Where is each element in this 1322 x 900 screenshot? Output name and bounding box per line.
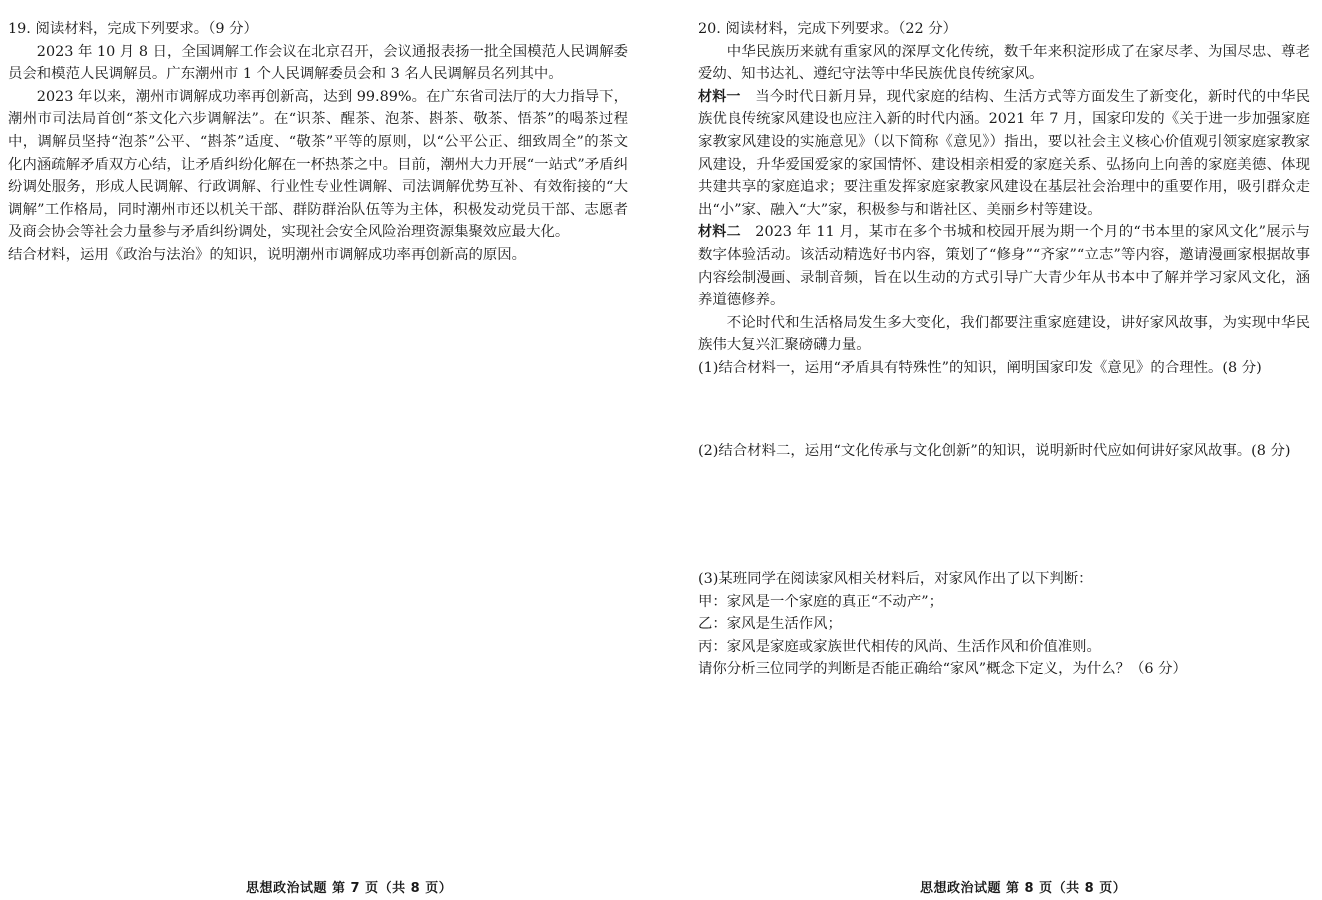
judgment-bing: 丙：家风是家庭或家族世代相传的风尚、生活作风和价值准则。 [698,638,1101,655]
q19-prompt: 结合材料，运用《政治与法治》的知识，说明潮州市调解成功率再创新高的原因。 [8,246,527,263]
judgment-jia: 甲：家风是一个家庭的真正“不动产”； [698,593,943,610]
material-1-text: 当今时代日新月异，现代家庭的结构、生活方式等方面发生了新变化，新时代的中华民族优良传统家风建设也应注入新的时代内涵。2021 年 7 月，国家印发的《关于进一步加强家庭家教家风建设的实施意见》（以下简称《意见》）指出，要以社会主义核心价值观引领家庭家教家风建设，升华爱国爱家的家国情怀、建设相亲相爱的家庭关系、弘扬向上向善的家庭美德、体现共建共享的家庭追求；要注重发挥家庭家教家风建设在基层社会治理中的重要作用，吸引群众走出“小”家、融入“大”家，积极参与和谐社区、美丽乡村等建设。 [698,88,1310,218]
page-7-footer: 思想政治试题 第 7 页（共 8 页） [246,881,453,896]
material-2-text: 2023 年 11 月，某市在多个书城和校园开展为期一个月的“书本里的家风文化”展示与数字体验活动。该活动精选好书内容，策划了“修身”“齐家”“立志”等内容，邀请漫画家根据故事内容绘制漫画、录制音频，旨在以生动的方式引导广大青少年从书本中了解并学习家风文化，涵养道德修养。 [698,224,1311,309]
answer-space-1 [698,380,1310,440]
q20-title: 20. 阅读材料，完成下列要求。（22 分） [698,21,958,37]
q20-intro: 中华民族历来就有重家风的深厚文化传统，数千年来积淀形成了在家尽孝、为国尽忠、尊老爱幼、知书达礼、遵纪守法等中华民族优良传统家风。 [698,43,1310,83]
judgment-yi: 乙：家风是生活作风； [698,616,842,633]
material-2-label: 材料二 [698,224,741,241]
q20-sub-question-1: (1)结合材料一，运用“矛盾具有特殊性”的知识，阐明国家印发《意见》的合理性。(8 分) [698,359,1262,376]
page-8-column [698,18,1310,681]
q19-paragraph-1: 2023 年 10 月 8 日，全国调解工作会议在北京召开，会议通报表扬一批全国模范人民调解委员会和模范人民调解员。广东潮州市 1 个人民调解委员会和 3 名人民调解员名列其中。 [8,43,628,83]
q19-title: 19. 阅读材料，完成下列要求。（9 分） [8,21,258,37]
material-1 [698,86,1310,222]
q20-sub-question-3: (3)某班同学在阅读家风相关材料后，对家风作出了以下判断： [698,571,1093,588]
q20-sub-question-3-ask: 请你分析三位同学的判断是否能正确给“家风”概念下定义，为什么？（6 分） [698,661,1187,678]
q20-closing: 不论时代和生活格局发生多大变化，我们都要注重家庭建设，讲好家风故事，为实现中华民族伟大复兴汇聚磅礴力量。 [698,314,1310,354]
material-1-label: 材料一 [698,88,741,105]
q19-paragraph-2: 2023 年以来，潮州市调解成功率再创新高，达到 99.89%。在广东省司法厅的大力指导下，潮州市司法局首创“茶文化六步调解法”。在“识茶、醒茶、泡茶、斟茶、敬茶、悟茶”的喝茶过程中，调解员坚持“泡茶”公平、“斟茶”适度、“敬茶”平等的原则，以“公平公正、细致周全”的茶文化内涵疏解矛盾双方心结，让矛盾纠纷化解在一杯热茶之中。目前，潮州大力开展“一站式”矛盾纠纷调处服务，形成人民调解、行政调解、行业性专业性调解、司法调解优势互补、有效衔接的“大调解”工作格局，同时潮州市还以机关干部、群防群治队伍等为主体，积极发动党员干部、志愿者及商会协会等社会力量参与矛盾纠纷调处，实现社会安全风险治理资源集聚效应最大化。 [8,88,628,241]
page-7-column [8,18,628,267]
q20-sub-question-2: (2)结合材料二，运用“文化传承与文化创新”的知识，说明新时代应如何讲好家风故事。(8 分) [698,442,1291,459]
answer-space-2 [698,462,1310,568]
material-2 [698,221,1310,311]
page-8-footer: 思想政治试题 第 8 页（共 8 页） [920,881,1127,896]
